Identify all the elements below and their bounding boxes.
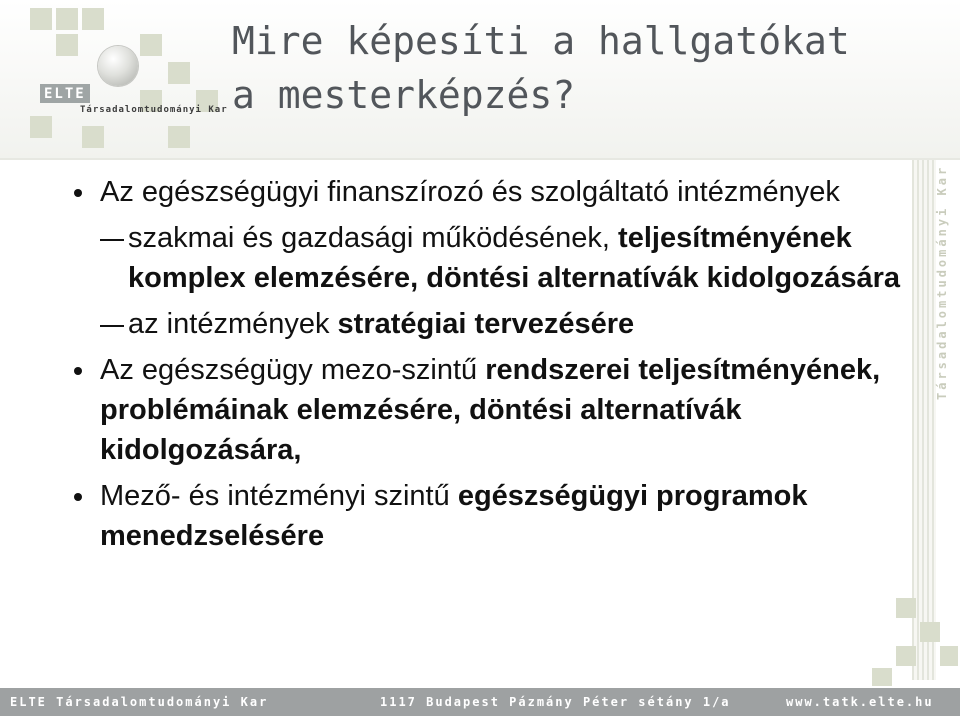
faculty-logo-text: Társadalomtudományi Kar <box>80 105 228 115</box>
footer-address: 1117 Budapest Pázmány Péter sétány 1/a <box>380 695 731 709</box>
bullet-item <box>70 350 910 470</box>
sub-bullet-bold-text: stratégiai tervezésére <box>337 308 635 340</box>
decorative-square <box>896 598 916 618</box>
slide-title: Mire képesíti a hallgatókat a mesterképzés? <box>232 19 850 117</box>
bullet-icon <box>74 189 82 197</box>
decorative-square <box>82 8 104 30</box>
header-divider <box>0 158 960 160</box>
decorative-square <box>168 62 190 84</box>
sub-bullet-text: az intézmények <box>128 308 338 340</box>
decorative-square <box>140 34 162 56</box>
elte-logo: ELTE <box>40 84 90 103</box>
globe-icon <box>98 46 138 86</box>
slide-content <box>70 172 910 562</box>
bullet-text: Az egészségügyi finanszírozó és szolgáltató intézmények <box>100 176 840 208</box>
bullet-bold-text: egészségügyi programok menedzselésére <box>100 480 808 552</box>
bullet-icon <box>74 367 82 375</box>
decorative-square <box>56 8 78 30</box>
footer-website-link[interactable]: www.tatk.elte.hu <box>786 695 934 709</box>
bullet-item <box>70 172 910 212</box>
decorative-square <box>920 622 940 642</box>
decorative-square <box>30 8 52 30</box>
sub-bullet-item <box>70 304 910 344</box>
dash-icon <box>100 239 124 241</box>
side-faculty-text: Társadalomtudományi Kar <box>935 164 949 400</box>
decorative-square <box>168 126 190 148</box>
footer-bar <box>0 688 960 716</box>
decorative-square <box>56 34 78 56</box>
bullet-bold-text: rendszerei teljesítményének, problémáinak elemzésére, döntési alternatívák kidolgozására, <box>100 354 881 466</box>
decorative-square <box>896 646 916 666</box>
bullet-text: Az egészségügy mezo-szintű <box>100 354 486 386</box>
decorative-square <box>872 668 892 686</box>
sub-bullet-bold-text: teljesítményének komplex elemzésére, döntési alternatívák kidolgozására <box>128 222 901 294</box>
sub-bullet-text: szakmai és gazdasági működésének, <box>128 222 619 254</box>
sub-bullet-item <box>70 218 910 298</box>
decorative-square <box>940 646 958 666</box>
bullet-item <box>70 476 910 556</box>
footer-faculty: ELTE Társadalomtudományi Kar <box>10 695 269 709</box>
decorative-square <box>30 116 52 138</box>
decorative-square <box>82 126 104 148</box>
bullet-icon <box>74 493 82 501</box>
dash-icon <box>100 325 124 327</box>
bullet-text: Mező- és intézményi szintű <box>100 480 458 512</box>
